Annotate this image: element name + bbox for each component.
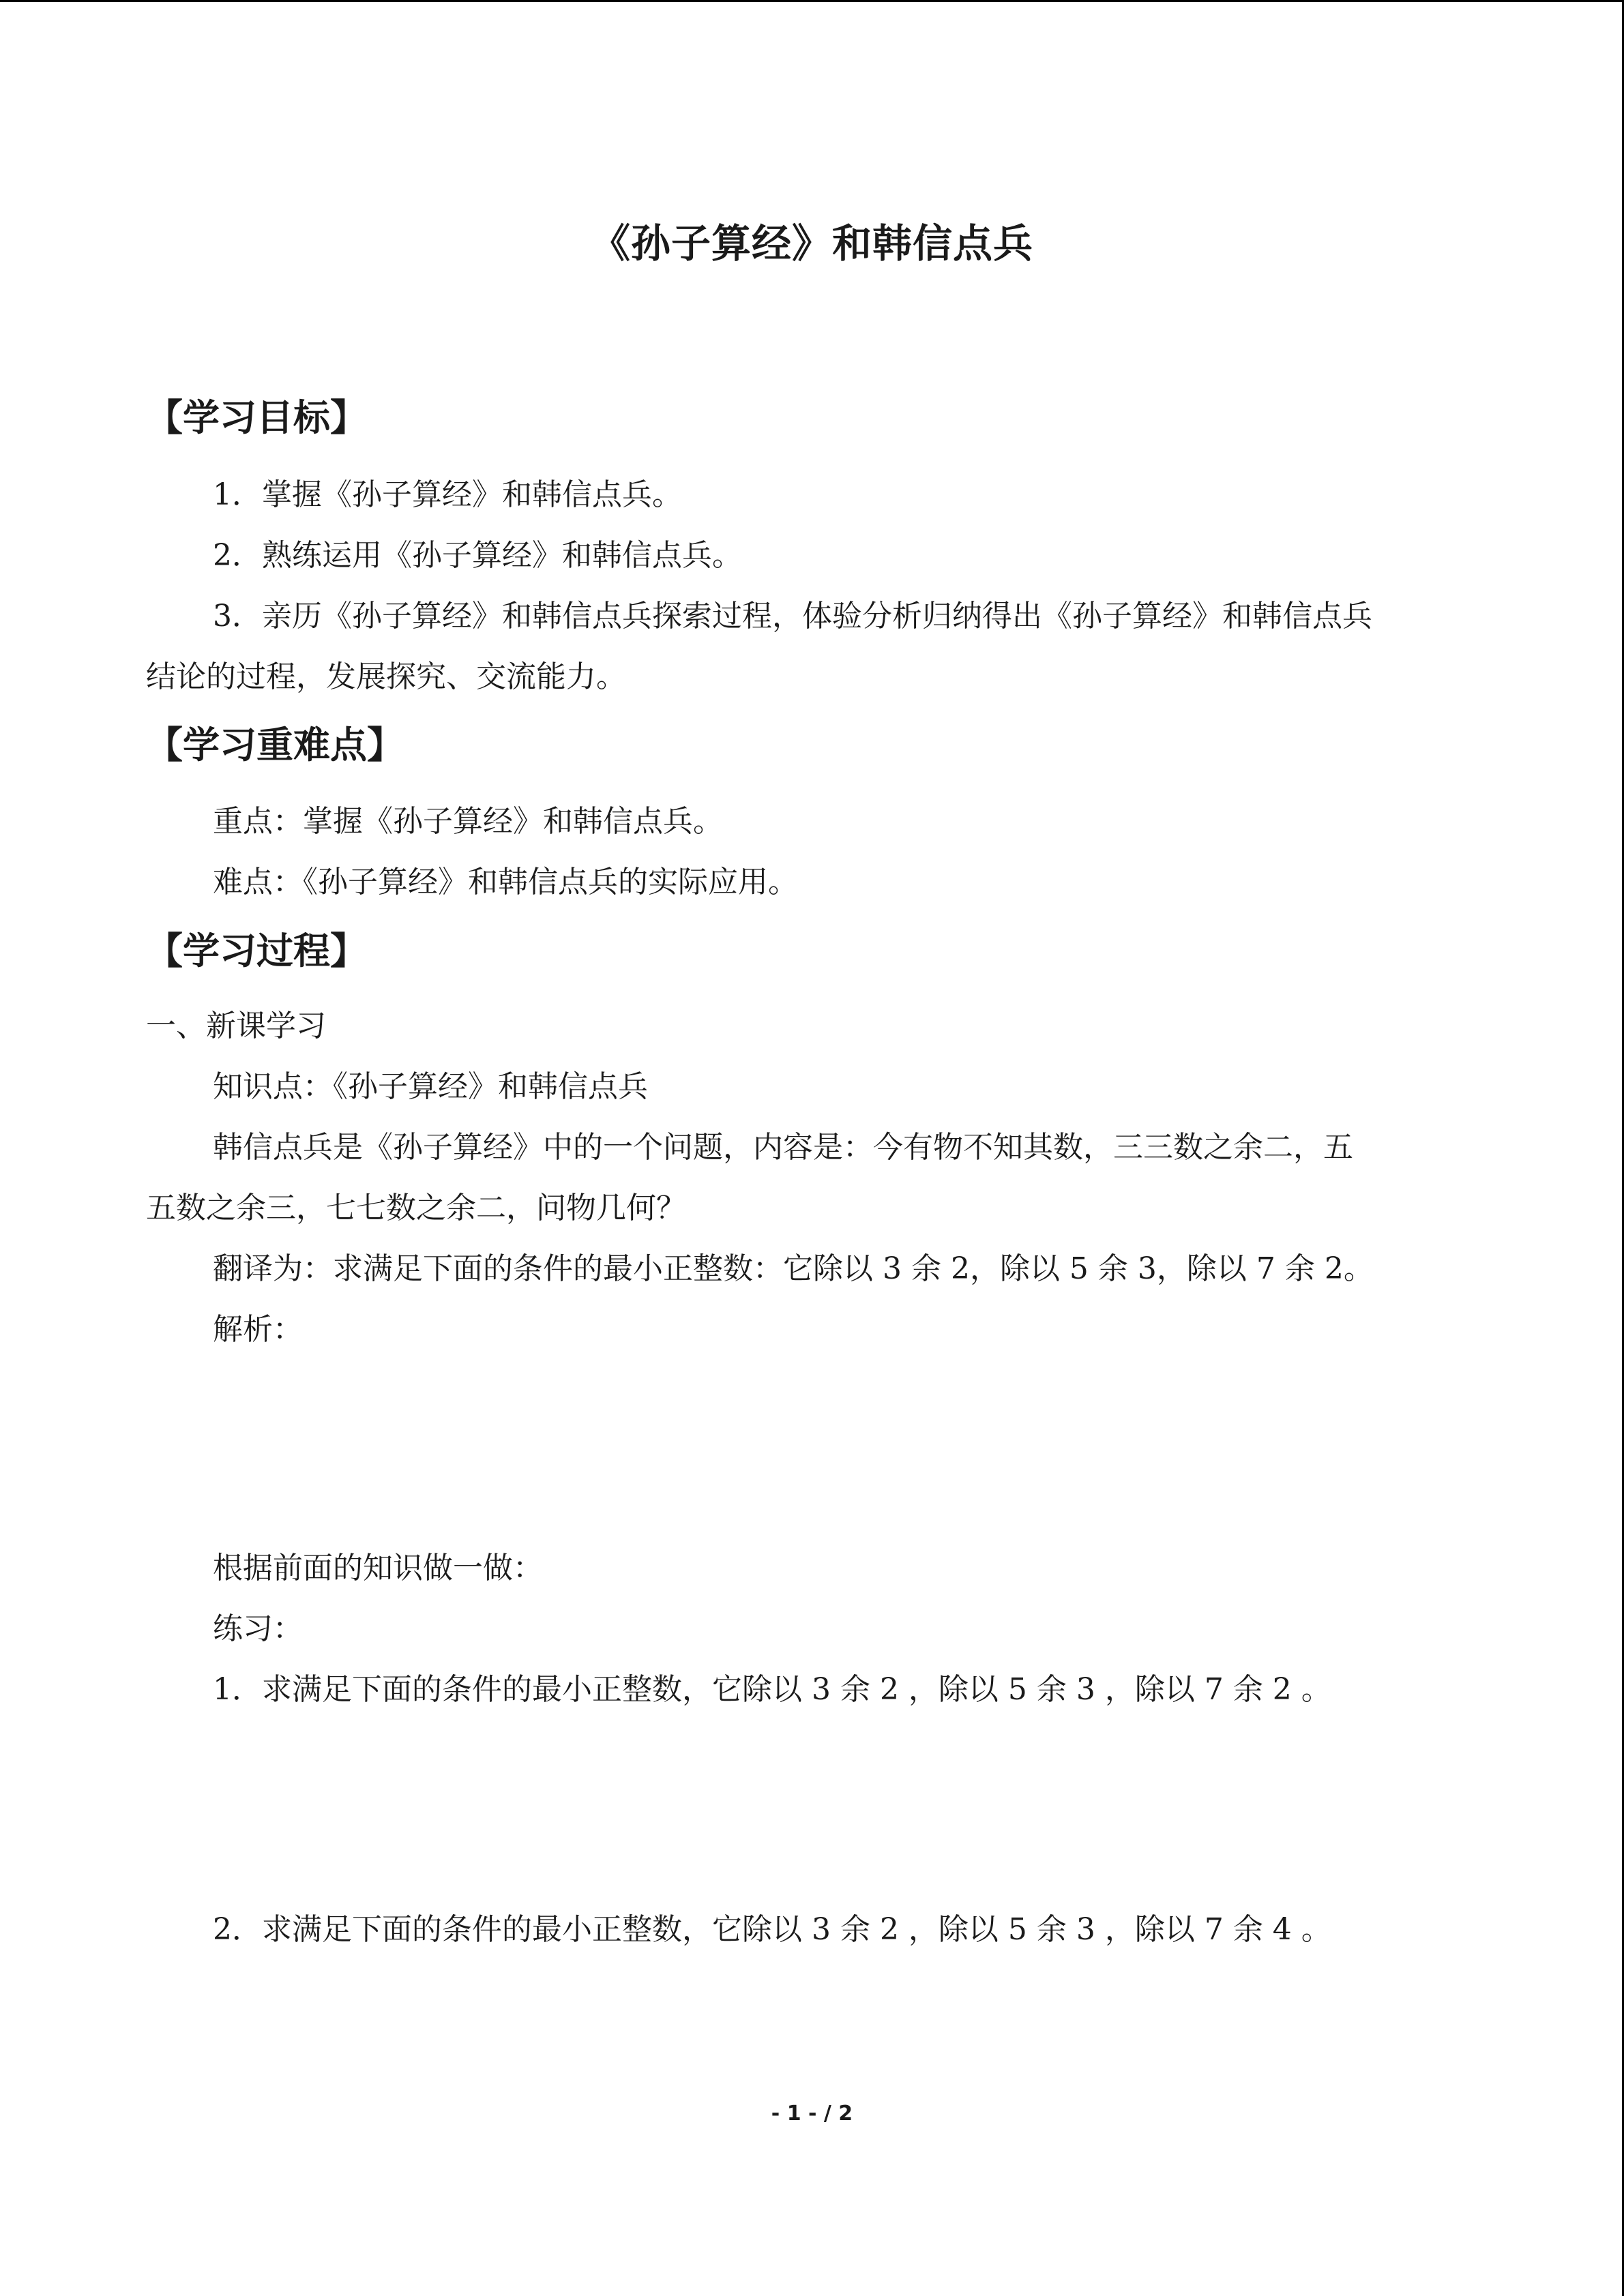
objective-item-3-continued: 结论的过程，发展探究、交流能力。 bbox=[146, 659, 626, 694]
translation-line: 翻译为：求满足下面的条件的最小正整数：它除以 3 余 2，除以 5 余 3，除以 7 余 2。 bbox=[213, 1251, 1374, 1286]
objective-item-1: 1．掌握《孙子算经》和韩信点兵。 bbox=[213, 477, 682, 512]
key-point-focus: 重点：掌握《孙子算经》和韩信点兵。 bbox=[213, 804, 723, 839]
part-title: 一、新课学习 bbox=[146, 1009, 326, 1043]
document-title: 《孙子算经》和韩信点兵 bbox=[590, 220, 1033, 267]
exercise-1: 1．求满足下面的条件的最小正整数，它除以 3 余 2 ，除以 5 余 3 ，除以 7 余 2 。 bbox=[213, 1672, 1331, 1707]
practice-label: 练习： bbox=[213, 1611, 303, 1646]
exercise-2: 2．求满足下面的条件的最小正整数，它除以 3 余 2 ，除以 5 余 3 ，除以 7 余 4 。 bbox=[213, 1912, 1331, 1947]
objectives-heading: 【学习目标】 bbox=[146, 396, 367, 439]
analysis-label: 解析： bbox=[213, 1312, 303, 1347]
objective-item-2: 2．熟练运用《孙子算经》和韩信点兵。 bbox=[213, 538, 742, 573]
intro-line-1: 韩信点兵是《孙子算经》中的一个问题，内容是：今有物不知其数，三三数之余二，五 bbox=[213, 1130, 1353, 1165]
practice-prompt: 根据前面的知识做一做： bbox=[213, 1551, 543, 1585]
key-points-heading: 【学习重难点】 bbox=[146, 723, 404, 766]
key-point-difficulty: 难点：《孙子算经》和韩信点兵的实际应用。 bbox=[213, 865, 798, 899]
objective-item-3: 3．亲历《孙子算经》和韩信点兵探索过程，体验分析归纳得出《孙子算经》和韩信点兵 bbox=[213, 599, 1372, 633]
intro-line-2: 五数之余三，七七数之余二，问物几何？ bbox=[146, 1191, 686, 1225]
knowledge-point: 知识点：《孙子算经》和韩信点兵 bbox=[213, 1069, 648, 1104]
page-number: - 1 - / 2 bbox=[771, 2102, 853, 2126]
process-heading: 【学习过程】 bbox=[146, 929, 367, 972]
